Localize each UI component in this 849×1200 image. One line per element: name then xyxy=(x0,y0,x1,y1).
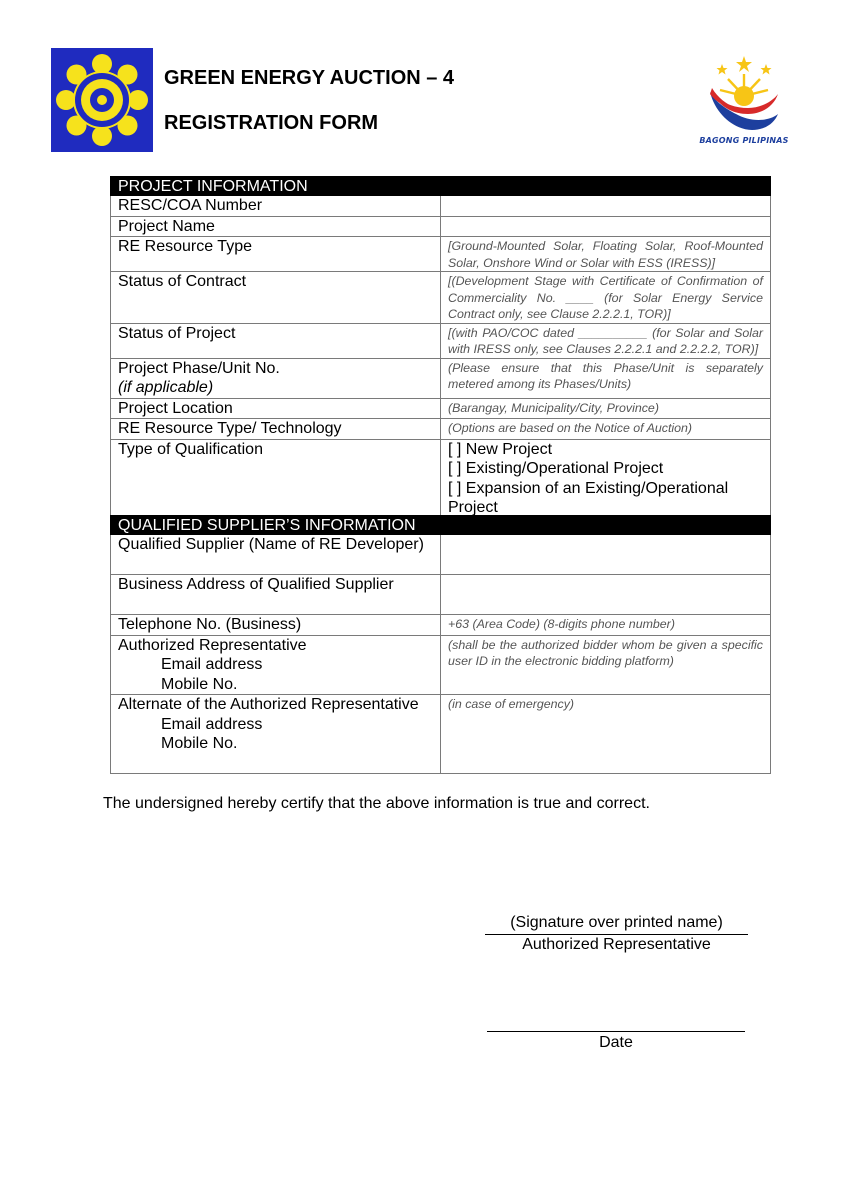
qualification-option-existing[interactable]: [ ] Existing/Operational Project xyxy=(448,460,664,477)
alternate-label-cell xyxy=(111,695,441,774)
business-address-field[interactable] xyxy=(441,575,771,615)
phase-label-sub: (if applicable) xyxy=(118,379,214,396)
signature-label: (Signature over printed name) xyxy=(510,914,723,931)
resource-type-hint: [Ground-Mounted Solar, Floating Solar, Roof-Mounted Solar, Onshore Wind or Solar with ESS (IRESS)] xyxy=(448,239,763,270)
doe-seal-icon xyxy=(51,48,153,152)
signature-role: Authorized Representative xyxy=(522,936,711,953)
phase-hint: (Please ensure that this Phase/Unit is separately metered among its Phases/Units) xyxy=(448,360,763,391)
location-label: Project Location xyxy=(111,398,441,419)
table-row xyxy=(111,535,771,575)
alternate-field[interactable] xyxy=(441,695,771,774)
status-project-field[interactable] xyxy=(441,323,771,358)
table-row xyxy=(111,237,771,272)
status-project-label: Status of Project xyxy=(111,323,441,358)
technology-field[interactable] xyxy=(441,419,771,440)
table-row xyxy=(111,615,771,636)
auth-rep-field[interactable] xyxy=(441,635,771,695)
qualification-options xyxy=(441,439,771,518)
project-information-header: PROJECT INFORMATION xyxy=(111,177,771,196)
technology-label: RE Resource Type/ Technology xyxy=(111,419,441,440)
alternate-label: Alternate of the Authorized Representative xyxy=(118,696,419,713)
project-name-label: Project Name xyxy=(111,216,441,237)
table-row xyxy=(111,635,771,695)
status-contract-field[interactable] xyxy=(441,272,771,324)
auth-rep-label: Authorized Representative xyxy=(118,636,307,654)
table-row xyxy=(111,358,771,398)
alternate-email-label: Email address xyxy=(161,715,263,733)
telephone-hint: +63 (Area Code) (8-digits phone number) xyxy=(448,617,675,631)
project-information-table xyxy=(110,176,771,519)
telephone-label: Telephone No. (Business) xyxy=(111,615,441,636)
auth-rep-mobile-label: Mobile No. xyxy=(161,675,238,693)
table-row xyxy=(111,196,771,217)
bagong-pilipinas-wordmark: BAGONG PILIPINAS xyxy=(699,136,789,145)
phase-label-cell xyxy=(111,358,441,398)
alternate-hint: (in case of emergency) xyxy=(448,697,575,711)
table-row xyxy=(111,323,771,358)
phase-label: Project Phase/Unit No. xyxy=(118,359,280,377)
phase-field[interactable] xyxy=(441,358,771,398)
form-title: GREEN ENERGY AUCTION – 4 xyxy=(164,67,455,89)
location-hint: (Barangay, Municipality/City, Province) xyxy=(448,400,659,415)
supplier-name-field[interactable] xyxy=(441,535,771,575)
business-address-label: Business Address of Qualified Supplier xyxy=(111,575,441,615)
table-row xyxy=(111,398,771,419)
table-row xyxy=(111,575,771,615)
auth-rep-email-label: Email address xyxy=(161,656,263,673)
table-row xyxy=(111,216,771,237)
status-contract-hint: [(Development Stage with Certificate of Confirmation of Commerciality No. ____ (for Solar Energy Service Contract only, see Clause 2.2.2.1, TOR)] xyxy=(448,274,763,321)
certification-statement: The undersigned hereby certify that the above information is true and correct. xyxy=(103,795,650,812)
bagong-pilipinas-emblem-icon xyxy=(692,52,796,136)
table-row xyxy=(111,695,771,774)
form-subtitle: REGISTRATION FORM xyxy=(164,112,379,134)
project-name-field[interactable] xyxy=(441,216,771,237)
supplier-information-header: QUALIFIED SUPPLIER’S INFORMATION xyxy=(111,516,771,535)
doe-logo xyxy=(51,48,153,152)
qualification-label: Type of Qualification xyxy=(111,439,441,518)
supplier-name-label: Qualified Supplier (Name of RE Developer) xyxy=(111,535,441,575)
alternate-mobile-label: Mobile No. xyxy=(161,735,238,752)
technology-hint: (Options are based on the Notice of Auction) xyxy=(448,421,693,435)
resc-field[interactable] xyxy=(441,196,771,217)
qualification-option-expansion[interactable]: [ ] Expansion of an Existing/Operational Project xyxy=(448,479,729,516)
table-row xyxy=(111,439,771,518)
resource-type-field[interactable] xyxy=(441,237,771,272)
signature-line[interactable] xyxy=(485,934,748,935)
table-row xyxy=(111,272,771,324)
bagong-pilipinas-logo xyxy=(692,52,796,148)
telephone-field[interactable] xyxy=(441,615,771,636)
location-field[interactable] xyxy=(441,398,771,419)
date-line[interactable] xyxy=(487,1031,745,1032)
resource-type-label: RE Resource Type xyxy=(111,237,441,272)
auth-rep-label-cell xyxy=(111,635,441,695)
resc-label: RESC/COA Number xyxy=(111,196,441,217)
date-label: Date xyxy=(599,1034,633,1051)
qualification-option-new[interactable]: [ ] New Project xyxy=(448,440,553,458)
auth-rep-hint: (shall be the authorized bidder whom be given a specific user ID in the electronic bidding platform) xyxy=(448,637,763,668)
status-contract-label: Status of Contract xyxy=(111,272,441,324)
table-row xyxy=(111,419,771,440)
status-project-hint: [(with PAO/COC dated __________ (for Solar and Solar with IRESS only, see Clauses 2.2.2.1 and 2.2.2.2, TOR)] xyxy=(448,325,763,356)
supplier-information-table xyxy=(110,515,771,774)
